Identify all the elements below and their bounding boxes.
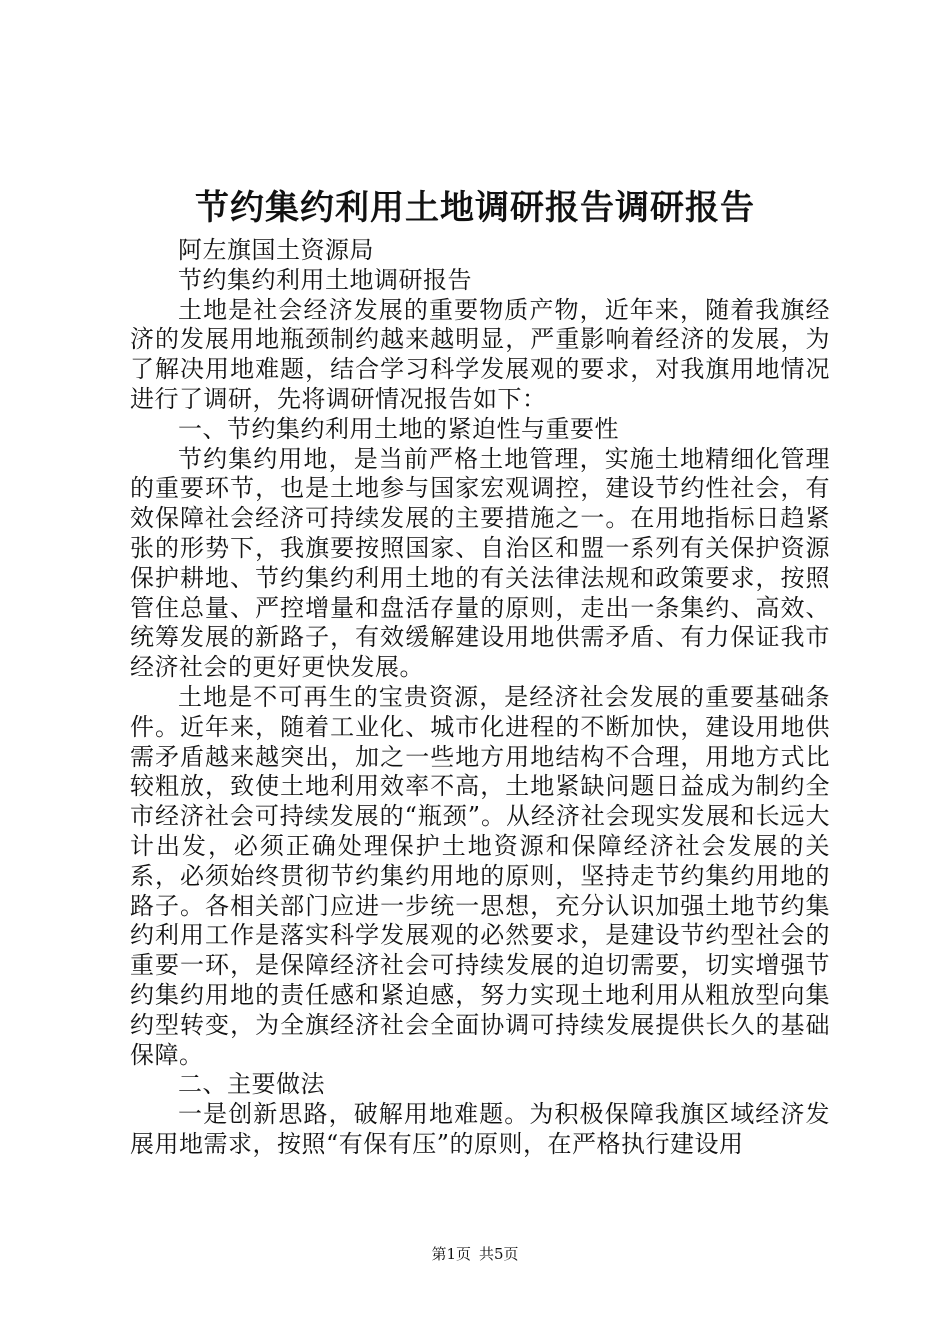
- page-number: 第1页: [431, 1245, 471, 1263]
- document-title: 节约集约利用土地调研报告调研报告: [195, 188, 755, 228]
- report-subtitle: 节约集约利用土地调研报告: [178, 265, 472, 294]
- body-paragraph: 一是创新思路，破解用地难题。为积极保障我旗区域经济发展用地需求，按照“有保有压”的原则，在严格执行建设用: [130, 1100, 830, 1158]
- page-footer: [0, 1244, 950, 1264]
- body-paragraph: 土地是不可再生的宝贵资源，是经济社会发展的重要基础条件。近年来，随着工业化、城市化进程的不断加快，建设用地供需矛盾越来越突出，加之一些地方用地结构不合理，用地方式比较粗放，致使土地利用效率不高，土地紧缺问题日益成为制约全市经济社会可持续发展的“瓶颈”。从经济社会现实发展和长远大计出发，必须正确处理保护土地资源和保障经济社会发展的关系，必须始终贯彻节约集约用地的原则，坚持走节约集约用地的路子。各相关部门应进一步统一思想，充分认识加强土地节约集约利用工作是落实科学发展观的必然要求，是建设节约型社会的重要一环，是保障经济社会可持续发展的迫切需要，切实增强节约集约用地的责任感和紧迫感，努力实现土地利用从粗放型向集约型转变，为全旗经济社会全面协调可持续发展提供长久的基础保障。: [130, 682, 830, 1069]
- section-heading-1: 一、节约集约利用土地的紧迫性与重要性: [178, 414, 619, 443]
- document-body: [130, 236, 830, 1160]
- author-line: 阿左旗国土资源局: [178, 236, 374, 264]
- section-heading-2: 二、主要做法: [178, 1070, 325, 1099]
- body-paragraph: 节约集约用地，是当前严格土地管理，实施土地精细化管理的重要环节，也是土地参与国家宏观调控，建设节约性社会，有效保障社会经济可持续发展的主要措施之一。在用地指标日趋紧张的形势下，我旗要按照国家、自治区和盟一系列有关保护资源保护耕地、节约集约利用土地的有关法律法规和政策要求，按照管住总量、严控增量和盘活存量的原则，走出一条集约、高效、统筹发展的新路子，有效缓解建设用地供需矛盾、有力保证我市经济社会的更好更快发展。: [130, 444, 830, 682]
- page-total: 共5页: [479, 1245, 519, 1263]
- intro-paragraph: 土地是社会经济发展的重要物质产物，近年来，随着我旗经济的发展用地瓶颈制约越来越明显，严重影响着经济的发展，为了解决用地难题，结合学习科学发展观的要求，对我旗用地情况进行了调研，先将调研情况报告如下：: [130, 295, 830, 413]
